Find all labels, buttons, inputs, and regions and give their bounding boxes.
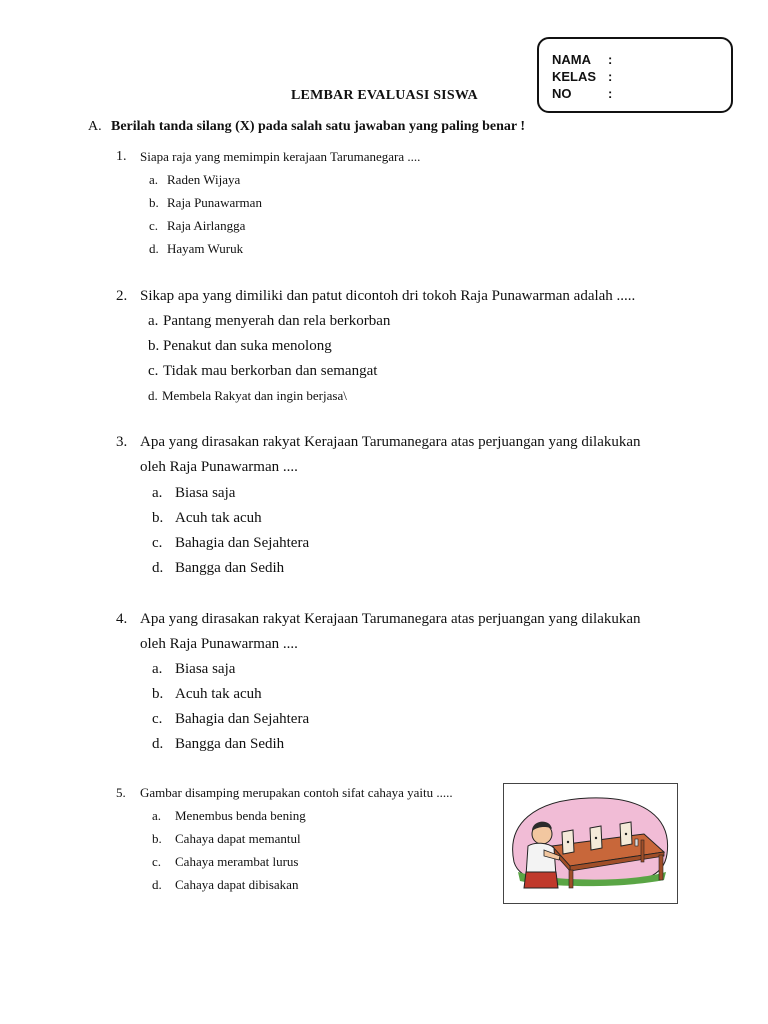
option-letter[interactable]: b. [152,686,164,702]
question-text-line2: oleh Raja Punawarman .... [140,636,298,652]
light-experiment-illustration [503,783,678,904]
option-letter[interactable]: c. [152,854,162,869]
option-text[interactable]: Bangga dan Sedih [175,736,285,752]
student-identity-box [537,37,733,113]
option-letter[interactable]: c. [149,218,159,233]
kelas-field[interactable] [552,69,612,84]
option-text[interactable]: Cahaya dapat memantul [175,831,301,846]
option-letter[interactable]: a. [148,313,159,329]
option-letter[interactable]: b. [149,195,159,210]
kelas-colon: : [608,69,613,84]
question-number: 3. [116,434,128,450]
question-number: 4. [116,611,128,627]
option-text[interactable]: Raja Airlangga [167,218,246,233]
nama-field[interactable] [552,52,612,67]
option-text[interactable]: Biasa saja [175,485,236,501]
no-field[interactable] [552,86,612,101]
option-letter[interactable]: d. [152,560,164,576]
section-instruction: Berilah tanda silang (X) pada salah satu jawaban yang paling benar ! [111,119,525,134]
option-text[interactable]: Bangga dan Sedih [175,560,285,576]
question-number: 5. [116,785,126,800]
option-text[interactable]: Menembus benda bening [175,808,306,823]
question-text-line1: Apa yang dirasakan rakyat Kerajaan Tarumanegara atas perjuangan yang dilakukan [140,434,641,450]
option-text[interactable]: Bahagia dan Sejahtera [175,711,310,727]
option-text[interactable]: Cahaya dapat dibisakan [175,877,299,892]
option-letter[interactable]: b. [148,338,160,354]
option-letter[interactable]: d. [149,241,159,256]
option-text[interactable]: Cahaya merambat lurus [175,854,299,869]
option-text[interactable]: Tidak mau berkorban dan semangat [163,363,378,379]
option-letter[interactable]: a. [152,485,163,501]
option-text[interactable]: Hayam Wuruk [167,241,244,256]
option-text[interactable]: Raja Punawarman [167,195,262,210]
option-letter[interactable]: a. [152,808,162,823]
kelas-label: KELAS [552,69,597,84]
option-text[interactable]: Pantang menyerah dan rela berkorban [163,313,391,329]
question-number: 2. [116,288,128,304]
option-letter[interactable]: d. [152,877,162,892]
question-text: Siapa raja yang memimpin kerajaan Tarumanegara .... [140,149,421,164]
question-number: 1. [116,149,127,164]
option-letter[interactable]: c. [152,711,163,727]
nama-colon: : [608,52,613,67]
option-letter[interactable]: b. [152,510,164,526]
option-text[interactable]: Raden Wijaya [167,172,241,187]
no-label: NO [552,86,572,101]
option-letter[interactable]: d. [152,736,164,752]
question-text-line2: oleh Raja Punawarman .... [140,459,298,475]
page-title: LEMBAR EVALUASI SISWA [291,88,478,103]
option-text[interactable]: Bahagia dan Sejahtera [175,535,310,551]
question-text: Gambar disamping merupakan contoh sifat cahaya yaitu ..... [140,785,453,800]
option-letter[interactable]: c. [152,535,163,551]
illustration-drawing [504,784,677,903]
question-text: Sikap apa yang dimiliki dan patut dicontoh dri tokoh Raja Punawarman adalah ..... [140,288,636,304]
option-text[interactable]: Biasa saja [175,661,236,677]
option-letter[interactable]: c. [148,363,159,379]
option-letter[interactable]: b. [152,831,162,846]
option-letter[interactable]: a. [152,661,163,677]
option-text[interactable]: Penakut dan suka menolong [163,338,332,354]
section-letter: A. [88,119,102,134]
option-text[interactable]: Membela Rakyat dan ingin berjasa\ [162,388,347,403]
option-text[interactable]: Acuh tak acuh [175,686,262,702]
option-letter[interactable]: d. [148,388,158,403]
nama-label: NAMA [552,52,591,67]
question-text-line1: Apa yang dirasakan rakyat Kerajaan Tarumanegara atas perjuangan yang dilakukan [140,611,641,627]
option-letter[interactable]: a. [149,172,159,187]
no-colon: : [608,86,613,101]
option-text[interactable]: Acuh tak acuh [175,510,262,526]
